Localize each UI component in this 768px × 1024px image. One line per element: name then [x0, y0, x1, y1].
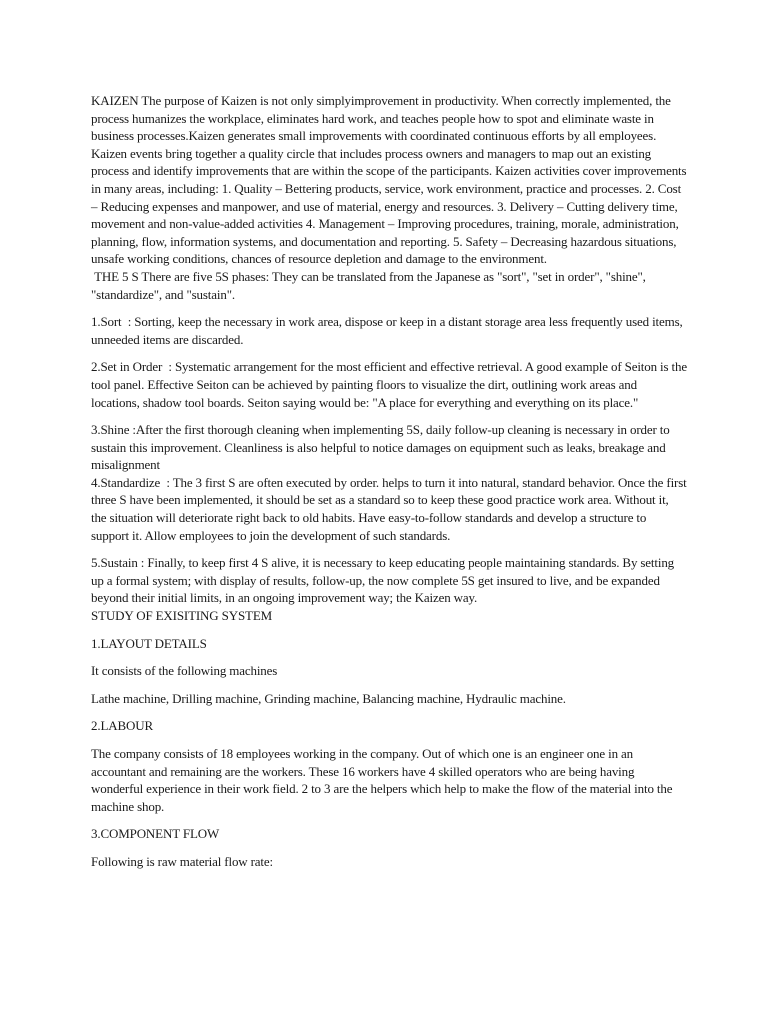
sustain-paragraph: 5.Sustain : Finally, to keep first 4 S alive, it is necessary to keep educating people maintaining standards. By setting up a formal system; with display of results, follow-up, the now complete 5S get insured to live, and be expanded beyond their initial limits, in an ongoing improvement way; the Kaizen way. — [91, 555, 678, 606]
labour-paragraph: The company consists of 18 employees working in the company. Out of which one is an engineer one in an accountant and remaining are the workers. These 16 workers have 4 skilled operators who are being having wonderful experience in their work field. 2 to 3 are the helpers which help to make the flow of the material into the machine shop. — [91, 746, 676, 814]
component-heading: 3.COMPONENT FLOW — [91, 826, 220, 842]
set-in-order-paragraph: 2.Set in Order : Systematic arrangement for the most efficient and effective retrieval. A good example of Seiton is the tool panel. Effective Seiton can be achieved by painting floors to visualize the dirt, outlining work areas and locations, shadow tool boards. Seiton saying would be: "A place for everything and everything on its place." — [91, 359, 691, 410]
study-heading: STUDY OF EXISITING SYSTEM — [91, 608, 273, 624]
five-s-intro: THE 5 S There are five 5S phases: They can be translated from the Japanese as "sort", "set in order", "shine", "standardize", and "sustain". — [91, 268, 649, 302]
layout-intro: It consists of the following machines — [91, 663, 278, 679]
labour-heading: 2.LABOUR — [91, 718, 153, 734]
shine-paragraph: 3.Shine :After the first thorough cleaning when implementing 5S, daily follow-up cleaning is necessary in order to sustain this improvement. Cleanliness is also helpful to notice damages on equipment such as leaks, breakage and misalignment — [91, 422, 673, 473]
kaizen-paragraph: KAIZEN The purpose of Kaizen is not only simplyimprovement in productivity. When correctly implemented, the process humanizes the workplace, eliminates hard work, and teaches people how to spot and eliminate waste in business processes.Kaizen generates small improvements with coordinated continuous efforts by all employees. Kaizen events bring together a quality circle that includes process owners and managers to map out an existing process and identify improvements that are within the scope of the participants. Kaizen activities cover improvements in many areas, including: 1. Quality – Bettering products, service, work environment, practice and processes. 2. Cost – Reducing expenses and manpower, and use of material, energy and resources. 3. Delivery – Cutting delivery time, movement and non-value-added activities 4. Management – Improving procedures, training, morale, administration, planning, flow, information systems, and documentation and reporting. 5. Safety – Decreasing hazardous situations, unsafe working conditions, chances of resource depletion and damage to the environment. — [91, 93, 690, 267]
machines-list: Lathe machine, Drilling machine, Grinding machine, Balancing machine, Hydraulic machine. — [91, 690, 566, 706]
sort-paragraph: 1.Sort : Sorting, keep the necessary in work area, dispose or keep in a distant storage area less frequently used items, unneeded items are discarded. — [91, 314, 686, 347]
document-page — [91, 92, 691, 871]
component-paragraph: Following is raw material flow rate: — [91, 853, 273, 869]
standardize-paragraph: 4.Standardize : The 3 first S are often executed by order. helps to turn it into natural, standard behavior. Once the first three S have been implemented, it should be set as a standard so to keep these good practice work area. Without it, the situation will deteriorate right back to old habits. Have easy-to-follow standards and develop a structure to support it. Allow employees to join the development of such standards. — [91, 474, 690, 543]
layout-heading: 1.LAYOUT DETAILS — [91, 635, 207, 651]
